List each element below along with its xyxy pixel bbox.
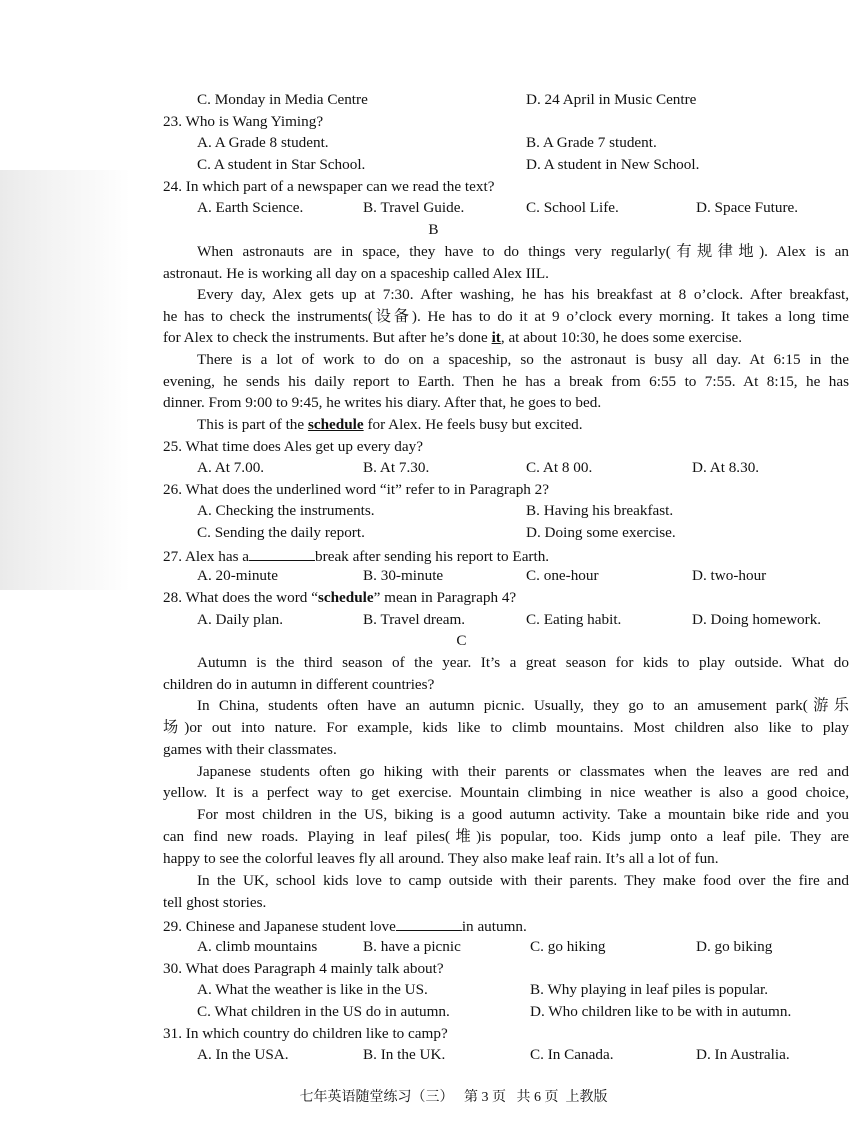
section-b-heading: B <box>428 221 439 238</box>
passage-c-line: Autumn is the third season of the year. It’s a great season for kids to play outside. What do <box>197 654 849 671</box>
q29-stem-pre: 29. Chinese and Japanese student love <box>163 918 396 935</box>
q26-option-a: A. Checking the instruments. <box>197 502 375 519</box>
passage-c-line: yellow. It is a perfect way to get exercise. Mountain climbing in nice weather is also a good choice, <box>163 784 849 801</box>
passage-c-line: children do in autumn in different countries? <box>163 676 435 693</box>
q25-option-d: D. At 8.30. <box>692 459 760 476</box>
underlined-it: it <box>491 329 501 346</box>
answer-blank <box>249 546 315 561</box>
q26-stem: 26. What does the underlined word “it” refer to in Paragraph 2? <box>163 481 550 498</box>
q27-option-a: A. 20-minute <box>197 567 278 584</box>
passage-b-line: Every day, Alex gets up at 7:30. After washing, he has his breakfast at 8 o’clock. After breakfast, <box>197 286 849 303</box>
q28-stem <box>163 589 516 607</box>
passage-c-line: In the UK, school kids love to camp outside with their parents. They make food over the fire and <box>197 872 849 889</box>
q28-option-b: B. Travel dream. <box>363 611 466 628</box>
q25-option-a: A. At 7.00. <box>197 459 265 476</box>
q24-option-b: B. Travel Guide. <box>363 199 465 216</box>
q28-option-a: A. Daily plan. <box>197 611 284 628</box>
q24-option-a: A. Earth Science. <box>197 199 304 216</box>
passage-b-line: evening, he sends his daily report to Earth. Then he has a break from 6:55 to 7:55. At 8:15, he has <box>163 373 849 390</box>
q29-option-a: A. climb mountains <box>197 938 318 955</box>
q27-option-c: C. one-hour <box>526 567 599 584</box>
q27-stem-pre: 27. Alex has a <box>163 548 250 565</box>
underlined-schedule: schedule <box>307 416 364 433</box>
q29-option-d: D. go biking <box>696 938 773 955</box>
q31-option-b: B. In the UK. <box>363 1046 446 1063</box>
q22-option-d: D. 24 April in Music Centre <box>526 91 697 108</box>
q28-option-d: D. Doing homework. <box>692 611 822 628</box>
passage-c-line: happy to see the colorful leaves fly all around. They also make leaf rain. It’s all a lot of fun. <box>163 850 719 867</box>
passage-c-line: In China, students often have an autumn picnic. Usually, they go to an amusement park(游乐 <box>197 697 849 714</box>
q23-option-c: C. A student in Star School. <box>197 156 366 173</box>
q31-option-c: C. In Canada. <box>530 1046 614 1063</box>
q28-stem-word: schedule <box>317 589 374 606</box>
answer-blank <box>396 916 462 931</box>
q29-option-b: B. have a picnic <box>363 938 461 955</box>
q26-option-d: D. Doing some exercise. <box>526 524 676 541</box>
passage-b-line-it <box>163 329 742 347</box>
passage-c-line: 场)or out into nature. For example, kids like to climb mountains. Most children also like to play <box>163 719 849 736</box>
q25-option-c: C. At 8 00. <box>526 459 593 476</box>
passage-b-line-schedule <box>197 416 583 434</box>
passage-b-text: , at about 10:30, he does some exercise. <box>500 329 743 346</box>
q27-stem <box>163 546 549 566</box>
q24-option-d: D. Space Future. <box>696 199 799 216</box>
q31-option-a: A. In the USA. <box>197 1046 289 1063</box>
q31-stem: 31. In which country do children like to camp? <box>163 1025 448 1042</box>
q26-option-b: B. Having his breakfast. <box>526 502 674 519</box>
q30-option-b: B. Why playing in leaf piles is popular. <box>530 981 769 998</box>
q23-option-b: B. A Grade 7 student. <box>526 134 657 151</box>
q29-option-c: C. go hiking <box>530 938 606 955</box>
q23-stem: 23. Who is Wang Yiming? <box>163 113 324 130</box>
passage-c-line: For most children in the US, biking is a good autumn activity. Take a mountain bike ride and you <box>197 806 849 823</box>
passage-c-line: games with their classmates. <box>163 741 337 758</box>
q24-stem: 24. In which part of a newspaper can we read the text? <box>163 178 495 195</box>
passage-b-text: for Alex to check the instruments. But after he’s done <box>163 329 488 346</box>
q24-option-c: C. School Life. <box>526 199 619 216</box>
q30-option-c: C. What children in the US do in autumn. <box>197 1003 450 1020</box>
passage-b-line: dinner. From 9:00 to 9:45, he writes his diary. After that, he goes to bed. <box>163 394 602 411</box>
q22-option-c: C. Monday in Media Centre <box>197 91 368 108</box>
passage-b-line: he has to check the instruments(设备). He has to do it at 9 o’clock every morning. It takes a long time <box>163 308 849 325</box>
q29-stem-post: in autumn. <box>461 918 527 935</box>
passage-b-text: for Alex. He feels busy but excited. <box>367 416 583 433</box>
q27-option-d: D. two-hour <box>692 567 767 584</box>
q29-stem <box>163 916 527 936</box>
q28-stem-pre: 28. What does the word “ <box>163 589 318 606</box>
q23-option-d: D. A student in New School. <box>526 156 700 173</box>
q30-option-a: A. What the weather is like in the US. <box>197 981 428 998</box>
q27-option-b: B. 30-minute <box>363 567 444 584</box>
q25-option-b: B. At 7.30. <box>363 459 430 476</box>
q23-option-a: A. A Grade 8 student. <box>197 134 329 151</box>
q25-stem: 25. What time does Ales get up every day? <box>163 438 423 455</box>
q28-stem-post: ” mean in Paragraph 4? <box>373 589 517 606</box>
passage-b-line: astronaut. He is working all day on a spaceship called Alex IIL. <box>163 265 549 282</box>
q31-option-d: D. In Australia. <box>696 1046 790 1063</box>
passage-b-text: This is part of the <box>197 416 305 433</box>
passage-b-line: There is a lot of work to do on a spaceship, so the astronaut is busy all day. At 6:15 in the <box>197 351 849 368</box>
passage-c-line: tell ghost stories. <box>163 894 267 911</box>
q28-option-c: C. Eating habit. <box>526 611 622 628</box>
passage-b-line: When astronauts are in space, they have to do things very regularly(有规律地). Alex is an <box>197 243 849 260</box>
section-c-heading: C <box>456 632 467 649</box>
q26-option-c: C. Sending the daily report. <box>197 524 365 541</box>
passage-c-line: Japanese students often go hiking with their parents or classmates when the leaves are red and <box>197 763 849 780</box>
q27-stem-post: break after sending his report to Earth. <box>315 548 550 565</box>
page-footer: 七年英语随堂练习（三） 第 3 页 共 6 页 上教版 <box>299 1090 608 1105</box>
q30-stem: 30. What does Paragraph 4 mainly talk about? <box>163 960 444 977</box>
q30-option-d: D. Who children like to be with in autumn. <box>530 1003 792 1020</box>
passage-c-line: can find new roads. Playing in leaf piles(堆)is popular, too. Kids jump onto a leaf pile. They are <box>163 828 849 845</box>
